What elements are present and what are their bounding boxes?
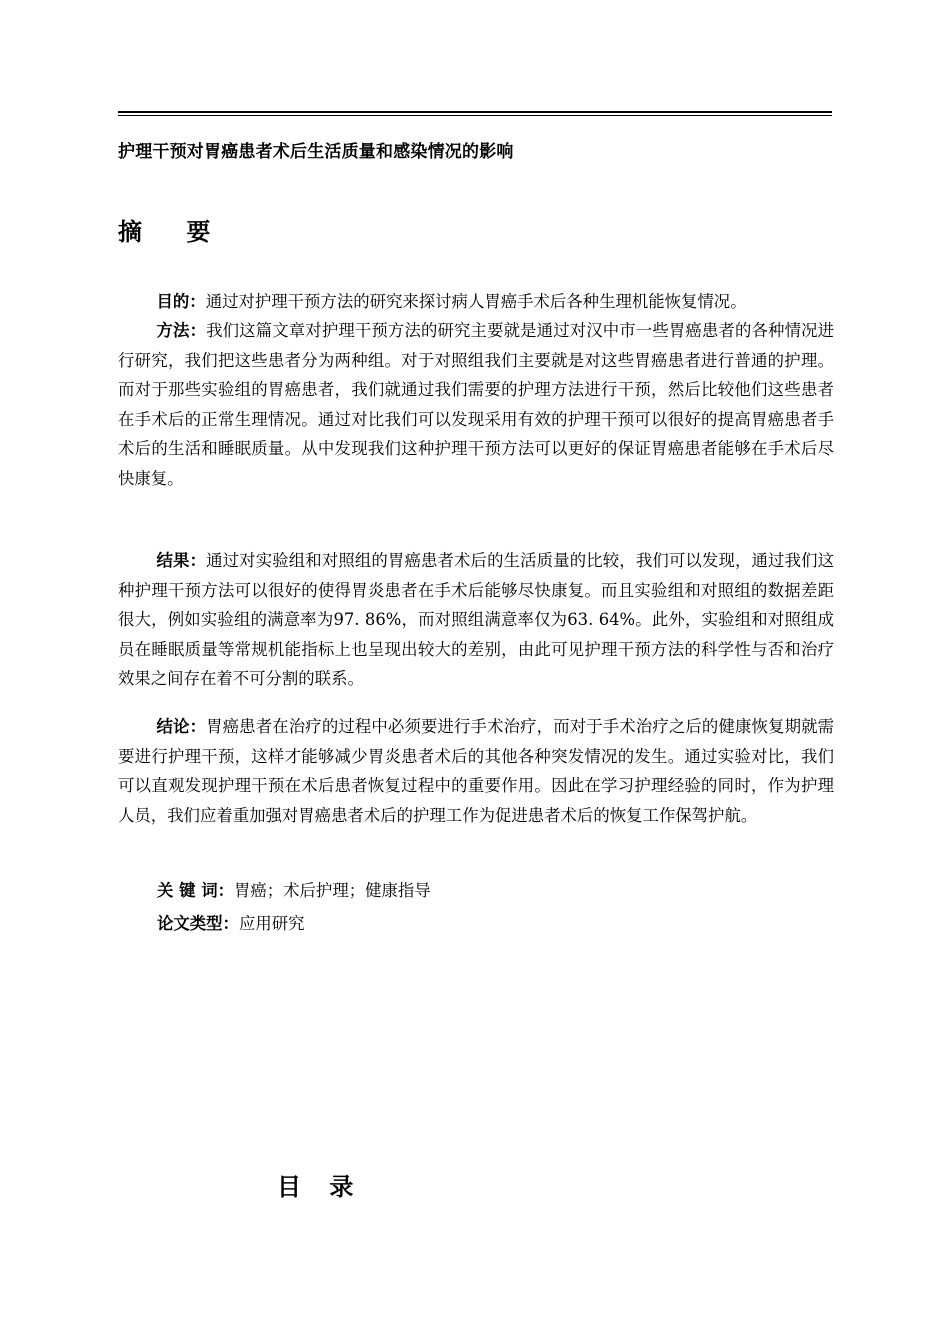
- paper-type-value: 应用研究: [238, 914, 305, 933]
- toc-heading: 目 录: [277, 1173, 364, 1201]
- result-label: 结果：: [156, 551, 207, 570]
- abstract-result-paragraph: [118, 546, 834, 694]
- conclusion-label: 结论：: [156, 717, 207, 736]
- keywords-label: 关 键 词：: [157, 881, 234, 900]
- paper-type-line: [157, 909, 305, 939]
- header-rule-thin: [118, 115, 832, 116]
- abstract-heading: 摘 要: [118, 218, 229, 246]
- result-text: 通过对实验组和对照组的胃癌患者术后的生活质量的比较，我们可以发现，通过我们这种护理干预方法可以很好的使得胃炎患者在手术后能够尽快康复。而且实验组和对照组的数据差距很大，例如实验组的满意率为97. 86%，而对照组满意率仅为63. 64%。此外，实验组和对照组成员在睡眠质量等常规机能指标上也呈现出较大的差别，由此可见护理干预方法的科学性与否和治疗效果之间存在着不可分割的联系。: [118, 551, 835, 688]
- method-label: 方法：: [156, 321, 207, 340]
- conclusion-text: 胃癌患者在治疗的过程中必须要进行手术治疗，而对于手术治疗之后的健康恢复期就需要进行护理干预，这样才能够减少胃炎患者术后的其他各种突发情况的发生。通过实验对比，我们可以直观发现护理干预在术后患者恢复过程中的重要作用。因此在学习护理经验的同时，作为护理人员，我们应着重加强对胃癌患者术后的护理工作为促进患者术后的恢复工作保驾护航。: [118, 717, 835, 825]
- abstract-conclusion-paragraph: [118, 712, 834, 830]
- purpose-text: 通过对护理干预方法的研究来探讨病人胃癌手术后各种生理机能恢复情况。: [205, 292, 747, 311]
- abstract-purpose-paragraph: [118, 287, 834, 317]
- abstract-method-paragraph: [118, 316, 834, 493]
- keywords-line: [157, 876, 431, 906]
- keywords-value: 胃癌；术后护理；健康指导: [233, 881, 431, 900]
- method-text: 我们这篇文章对护理干预方法的研究主要就是通过对汉中市一些胃癌患者的各种情况进行研究，我们把这些患者分为两种组。对于对照组我们主要就是对这些胃癌患者进行普通的护理。而对于那些实验组的胃癌患者，我们就通过我们需要的护理方法进行干预，然后比较他们这些患者在手术后的正常生理情况。通过对比我们可以发现采用有效的护理干预可以很好的提高胃癌患者手术后的生活和睡眠质量。从中发现我们这种护理干预方法可以更好的保证胃癌患者能够在手术后尽快康复。: [118, 321, 835, 488]
- paper-type-label: 论文类型：: [157, 914, 239, 933]
- document-title: 护理干预对胃癌患者术后生活质量和感染情况的影响: [118, 142, 514, 162]
- header-rule-thick: [118, 111, 832, 113]
- purpose-label: 目的：: [156, 292, 206, 311]
